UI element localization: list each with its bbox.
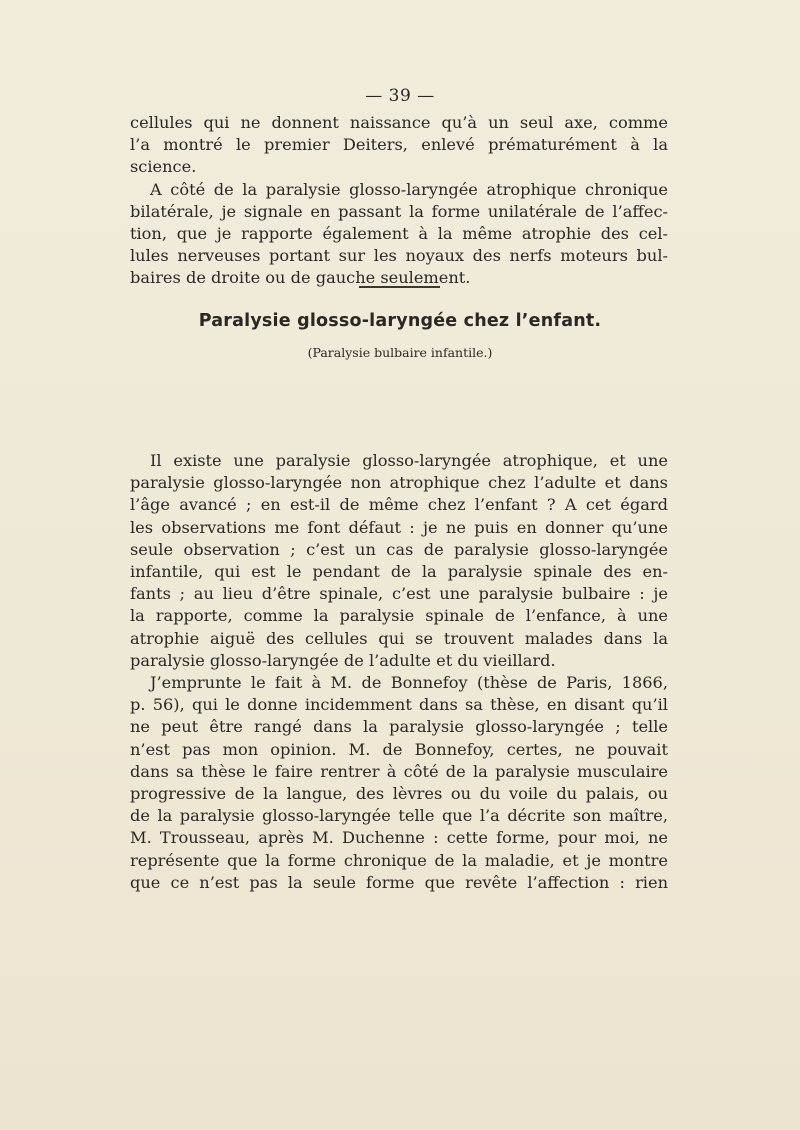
section-title: Paralysie glosso-laryngée chez l’enfant. (198, 311, 602, 331)
text-line: cellules qui ne donnent naissance qu’à un seul axe, comme (130, 113, 668, 132)
text-line: fants ; au lieu d’être spinale, c’est une paralysie bulbaire : je (130, 584, 668, 604)
text-line: A côté de la paralysie glosso-laryngée atrophique chronique (150, 179, 668, 199)
text-line: les observations me font défaut : je ne puis en donner qu’une (130, 517, 668, 537)
text-line: baires de droite ou de gauche seulement. (130, 268, 471, 288)
text-line: que ce n’est pas la seule forme que revête l’affection : rien (130, 872, 668, 892)
page-number: — 39 — (365, 86, 435, 106)
section-divider-rule (359, 286, 440, 288)
text-line: de la paralysie glosso-laryngée telle que l’a décrite son maître, (130, 806, 668, 826)
text-line: n’est pas mon opinion. M. de Bonnefoy, certes, ne pouvait (130, 739, 668, 759)
text-line: dans sa thèse le faire rentrer à côté de la paralysie musculaire (130, 761, 668, 781)
text-line: l’âge avancé ; en est-il de même chez l’enfant ? A cet égard (130, 495, 668, 515)
text-line: lules nerveuses portant sur les noyaux des nerfs moteurs bul- (130, 246, 668, 266)
text-line: J’emprunte le fait à M. de Bonnefoy (thèse de Paris, 1866, (150, 673, 668, 693)
paragraph-continued (130, 112, 668, 290)
text-line: bilatérale, je signale en passant la forme unilatérale de l’affec- (130, 201, 668, 221)
text-line: l’a montré le premier Deiters, enlevé prématurément à la (130, 135, 668, 155)
text-line: M. Trousseau, après M. Duchenne : cette forme, pour moi, ne (130, 828, 668, 848)
text-line: Il existe une paralysie glosso-laryngée atrophique, et une (150, 451, 668, 470)
text-line: progressive de la langue, des lèvres ou du voile du palais, ou (130, 784, 668, 804)
section-body (130, 450, 668, 894)
text-line: atrophie aiguë des cellules qui se trouvent malades dans la (130, 628, 668, 648)
text-line: tion, que je rapporte également à la même atrophie des cel- (130, 224, 668, 244)
text-line: la rapporte, comme la paralysie spinale de l’enfance, à une (130, 606, 668, 626)
text-line: paralysie glosso-laryngée non atrophique chez l’adulte et dans (130, 473, 668, 493)
section-subtitle: (Paralysie bulbaire infantile.) (307, 345, 493, 360)
text-line: ne peut être rangé dans la paralysie glosso-laryngée ; telle (130, 717, 668, 737)
text-line: seule observation ; c’est un cas de paralysie glosso-laryngée (130, 539, 668, 559)
text-line: représente que la forme chronique de la maladie, et je montre (130, 850, 668, 870)
text-line: infantile, qui est le pendant de la paralysie spinale des en- (130, 562, 668, 582)
text-line: p. 56), qui le donne incidemment dans sa thèse, en disant qu’il (130, 695, 668, 715)
text-line: science. (130, 157, 197, 177)
text-line: paralysie glosso-laryngée de l’adulte et du vieillard. (130, 650, 556, 670)
